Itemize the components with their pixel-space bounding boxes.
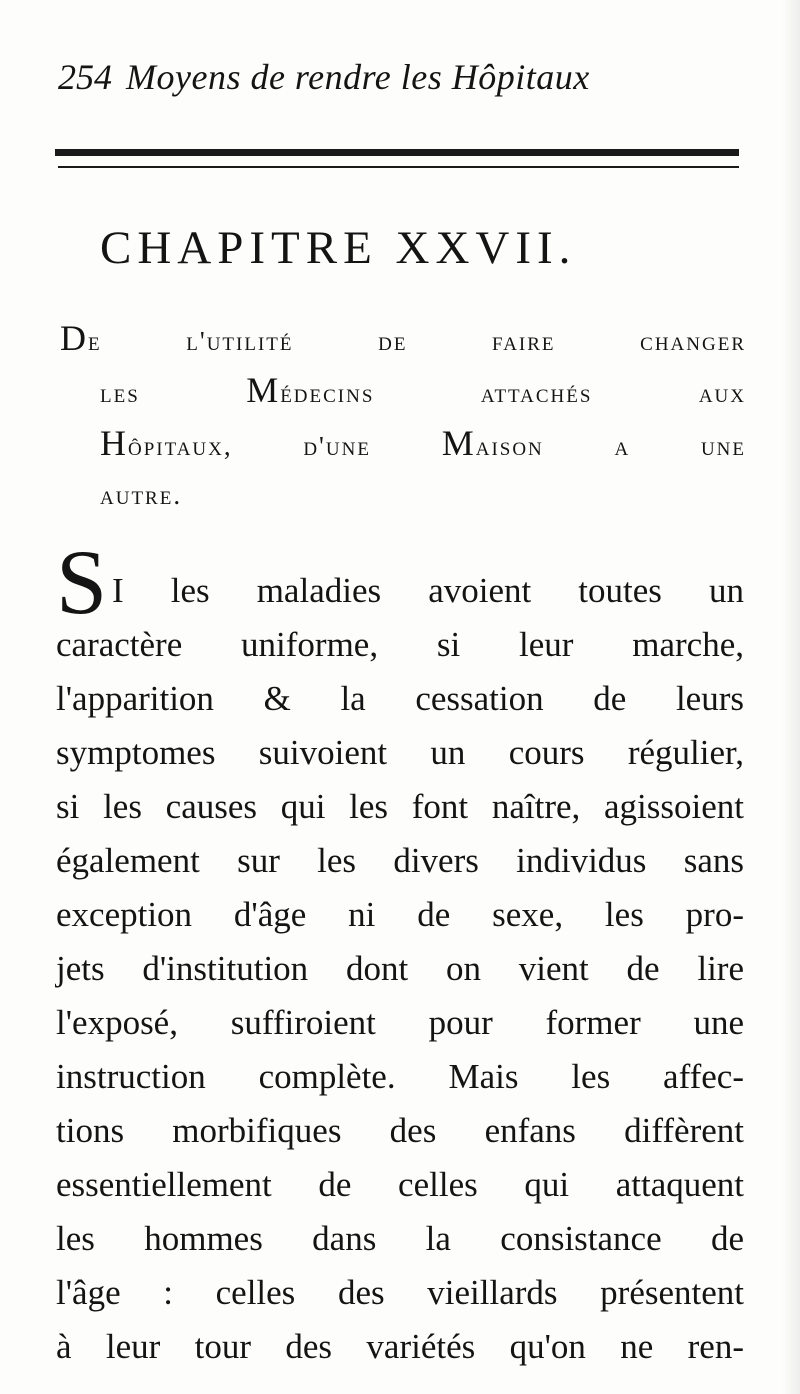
text-line: symptomes suivoient un cours régulier, bbox=[56, 733, 744, 772]
page-number: 254 bbox=[58, 57, 112, 97]
subtitle-text: e l'utilité de faire changer bbox=[88, 326, 746, 356]
text-line: caractère uniforme, si leur marche, bbox=[56, 625, 744, 664]
subtitle-capital: M bbox=[246, 370, 281, 410]
text-line: instruction complète. Mais les affec- bbox=[56, 1057, 744, 1096]
subtitle-capital: H bbox=[100, 423, 128, 463]
text-line: l'exposé, suffiroient pour former une bbox=[56, 1003, 744, 1042]
text-line: tions morbifiques des enfans diffèrent bbox=[56, 1111, 744, 1150]
text-line: les hommes dans la consistance de bbox=[56, 1219, 744, 1258]
subtitle-line: autre. bbox=[100, 480, 183, 510]
text-line: exception d'âge ni de sexe, les pro- bbox=[56, 895, 744, 934]
text-line: essentiellement de celles qui attaquent bbox=[56, 1165, 744, 1204]
text-line: à leur tour des variétés qu'on ne ren- bbox=[56, 1327, 744, 1366]
text-line: si les causes qui les font naître, agissoient bbox=[56, 787, 744, 826]
subtitle-text: aison a une bbox=[475, 431, 746, 461]
text-line: l'âge : celles des vieillards présentent bbox=[56, 1273, 744, 1312]
text-line: I les maladies avoient toutes un bbox=[112, 571, 744, 610]
subtitle-text: les bbox=[100, 378, 247, 408]
subtitle-text: édecins attachés aux bbox=[280, 378, 746, 408]
text-line: l'apparition & la cessation de leurs bbox=[56, 679, 744, 718]
subtitle-text: ôpitaux, d'une bbox=[128, 431, 442, 461]
subtitle-capital: M bbox=[441, 423, 476, 463]
page-edge-shading bbox=[782, 0, 800, 1394]
text-line: jets d'institution dont on vient de lire bbox=[56, 949, 744, 988]
subtitle-capital: D bbox=[60, 318, 88, 358]
running-title: Moyens de rendre les Hôpitaux bbox=[126, 57, 590, 97]
chapter-title: CHAPITRE XXVII. bbox=[100, 222, 577, 274]
drop-cap: S bbox=[56, 531, 108, 633]
text-line: également sur les divers individus sans bbox=[56, 841, 744, 880]
